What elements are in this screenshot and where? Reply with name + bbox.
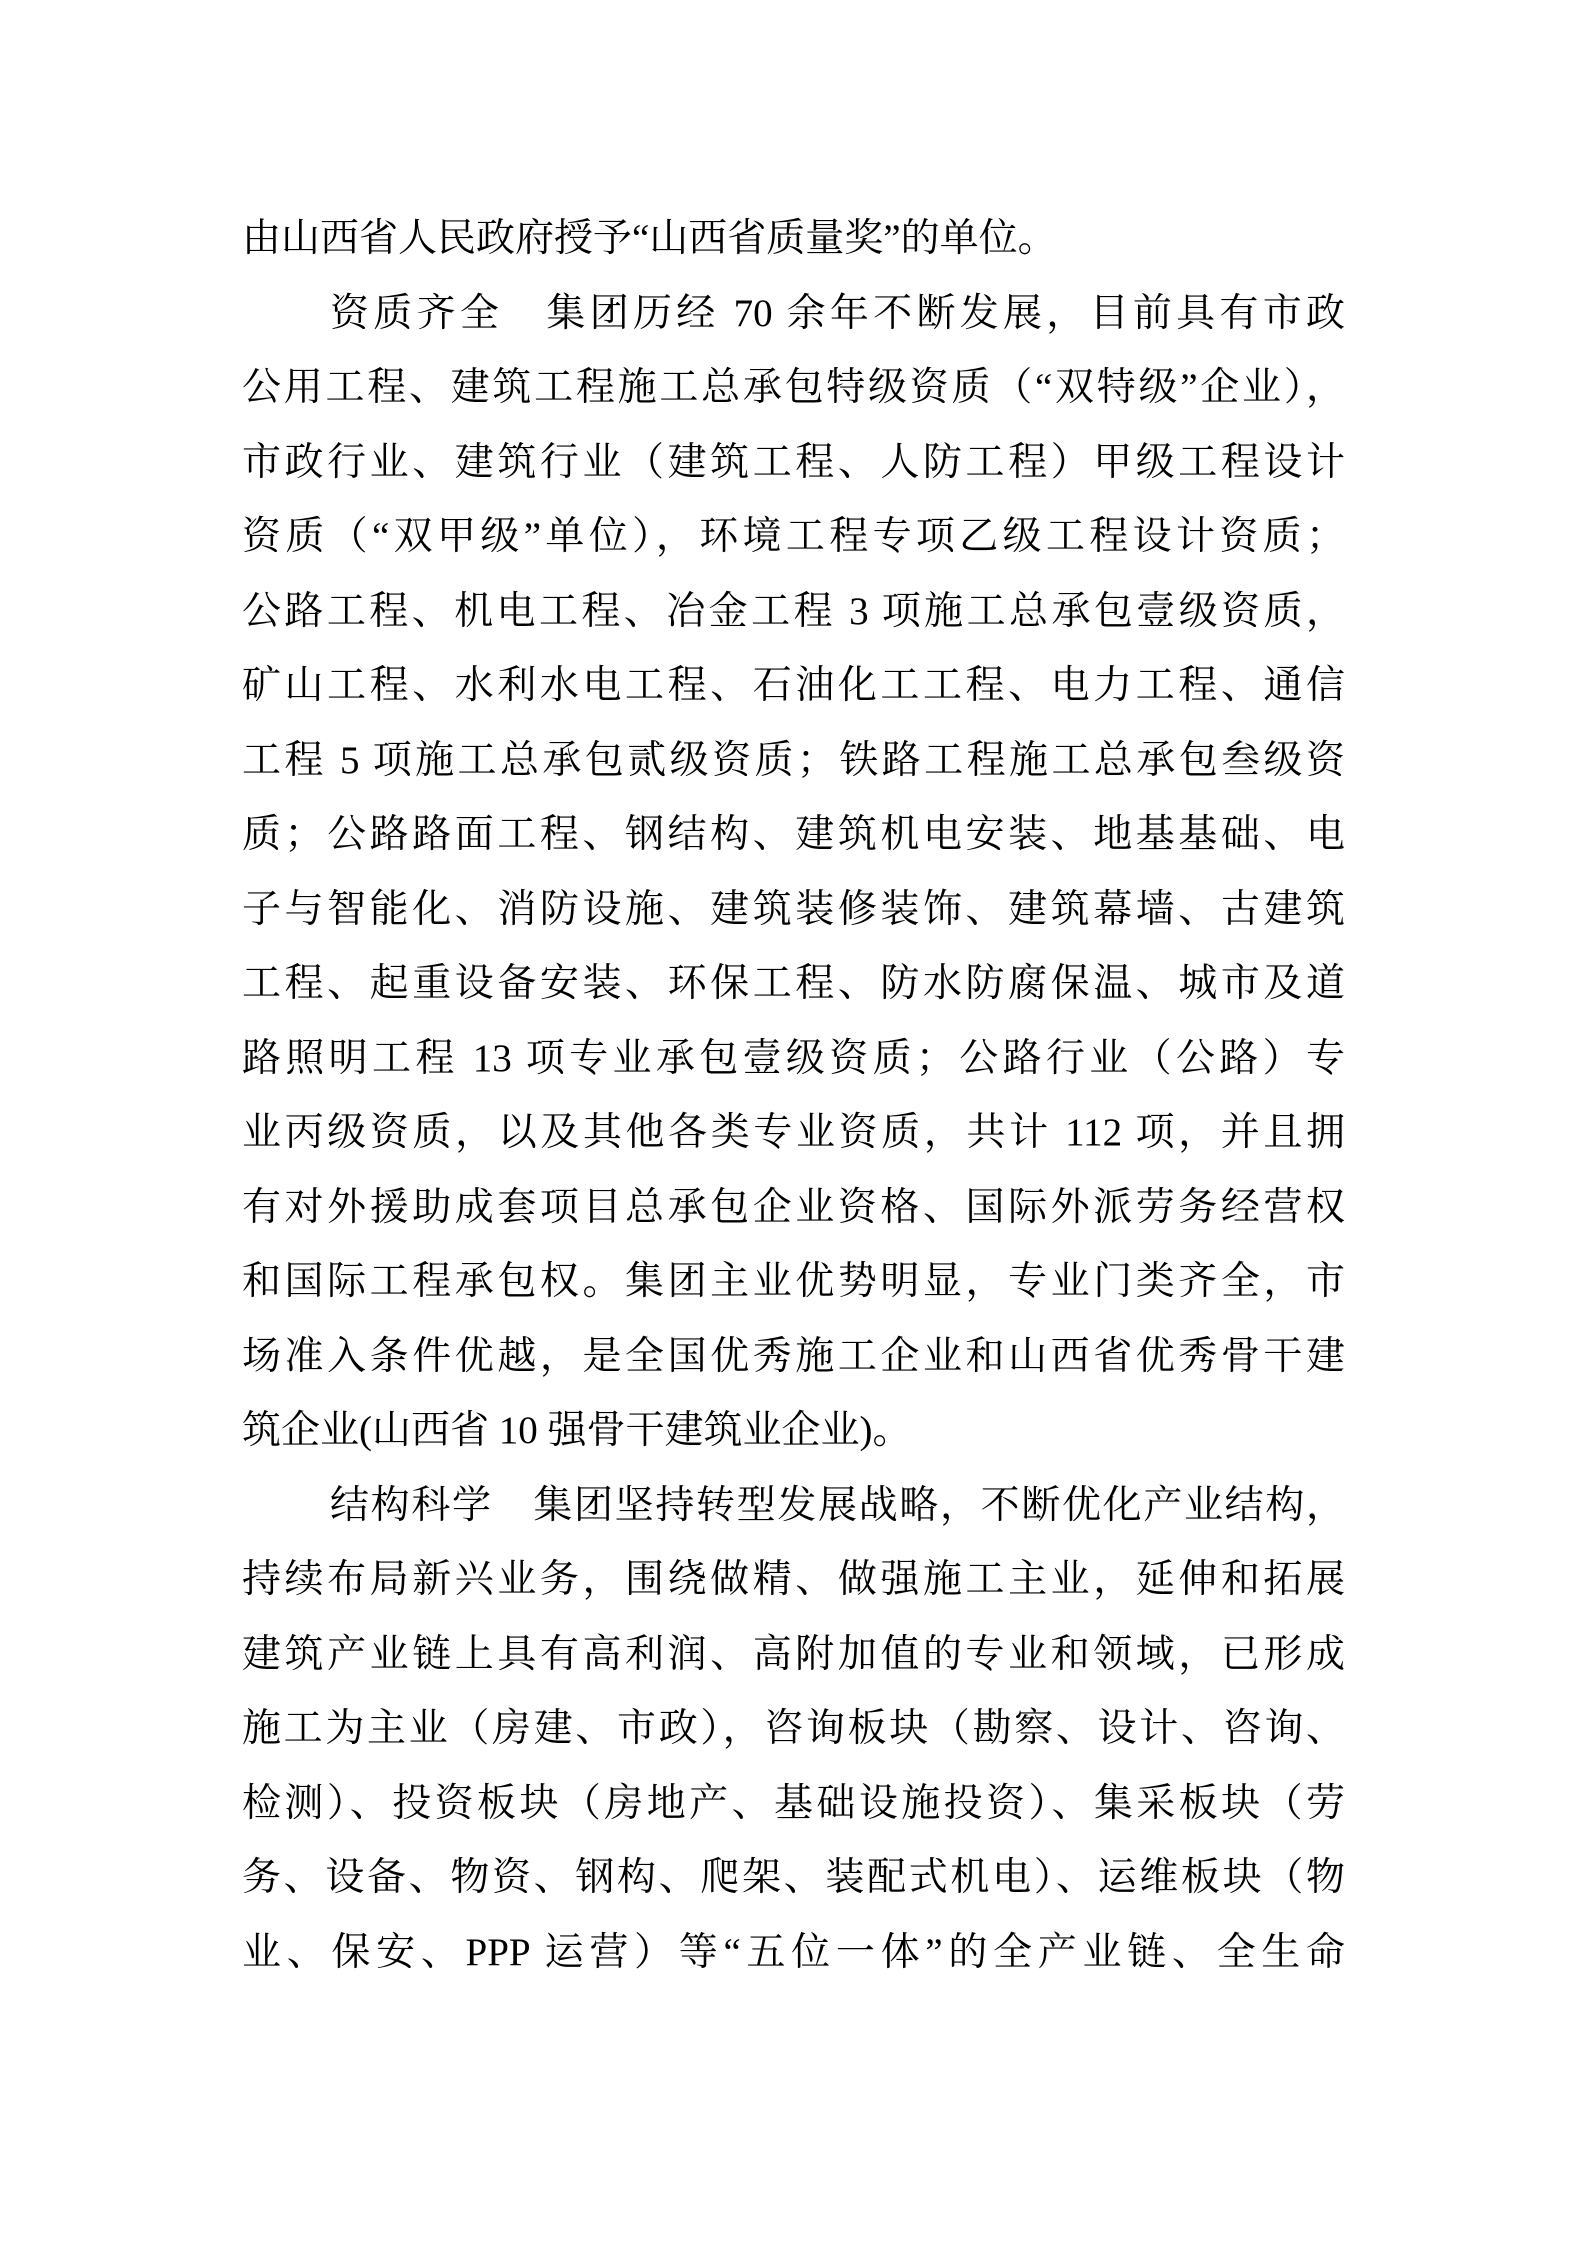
text-line: 筑企业(山西省 10 强骨干建筑业企业)。 xyxy=(242,1409,912,1452)
text-line: 施工为主业（房建、市政），咨询板块（勘察、设计、咨询、 xyxy=(242,1707,1345,1750)
text-line: 持续布局新兴业务，围绕做精、做强施工主业，延伸和拓展 xyxy=(242,1558,1345,1601)
text-line: 由山西省人民政府授予“山西省质量奖”的单位。 xyxy=(242,217,1057,260)
text-line: 业丙级资质，以及其他各类专业资质，共计 112 项，并且拥 xyxy=(242,1111,1345,1154)
text-line: 检测）、投资板块（房地产、基础设施投资）、集采板块（劳 xyxy=(242,1781,1345,1825)
text-line: 结构科学 集团坚持转型发展战略，不断优化产业结构， xyxy=(330,1483,1345,1527)
text-line: 有对外援助成套项目总承包企业资格、国际外派劳务经营权 xyxy=(242,1185,1345,1229)
text-line: 公用工程、建筑工程施工总承包特级资质（“双特级”企业）， xyxy=(242,366,1345,409)
text-line: 资质（“双甲级”单位），环境工程专项乙级工程设计资质； xyxy=(242,515,1345,558)
text-line: 公路工程、机电工程、冶金工程 3 项施工总承包壹级资质， xyxy=(242,589,1345,633)
document-text-block xyxy=(242,202,1345,1990)
text-line: 矿山工程、水利水电工程、石油化工工程、电力工程、通信 xyxy=(242,664,1345,707)
text-line: 工程 5 项施工总承包贰级资质；铁路工程施工总承包叁级资 xyxy=(242,738,1345,782)
text-line: 和国际工程承包权。集团主业优势明显，专业门类齐全，市 xyxy=(242,1260,1345,1303)
text-line: 务、设备、物资、钢构、爬架、装配式机电）、运维板块（物 xyxy=(242,1856,1345,1899)
text-line: 市政行业、建筑行业（建筑工程、人防工程）甲级工程设计 xyxy=(242,440,1345,484)
text-line: 资质齐全 集团历经 70 余年不断发展，目前具有市政 xyxy=(330,291,1345,335)
text-line: 子与智能化、消防设施、建筑装修装饰、建筑幕墙、古建筑 xyxy=(242,887,1345,931)
text-line: 路照明工程 13 项专业承包壹级资质；公路行业（公路）专 xyxy=(242,1036,1345,1080)
text-line: 场准入条件优越，是全国优秀施工企业和山西省优秀骨干建 xyxy=(242,1334,1345,1378)
text-line: 业、保安、PPP 运营）等“五位一体”的全产业链、全生命 xyxy=(242,1930,1345,1974)
text-line: 建筑产业链上具有高利润、高附加值的专业和领域，已形成 xyxy=(242,1632,1345,1676)
text-line: 质；公路路面工程、钢结构、建筑机电安装、地基基础、电 xyxy=(242,813,1345,856)
text-line: 工程、起重设备安装、环保工程、防水防腐保温、城市及道 xyxy=(242,962,1345,1005)
